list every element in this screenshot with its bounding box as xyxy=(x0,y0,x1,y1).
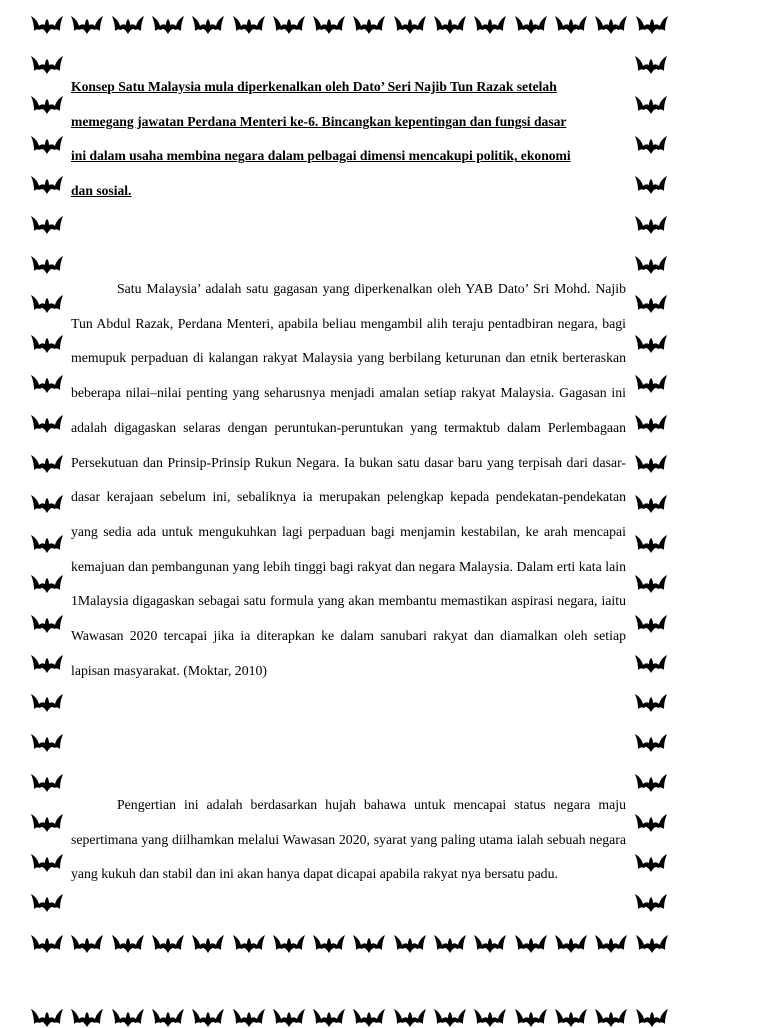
bat-icon xyxy=(514,13,548,35)
bat-icon xyxy=(554,932,588,954)
bat-icon xyxy=(151,932,185,954)
bat-icon xyxy=(30,292,64,314)
bat-icon xyxy=(30,133,64,155)
bat-icon xyxy=(30,173,64,195)
bat-icon xyxy=(393,13,427,35)
bat-icon xyxy=(514,932,548,954)
bat-icon xyxy=(111,13,145,35)
bat-icon xyxy=(151,13,185,35)
bat-icon xyxy=(70,1006,104,1028)
paragraph-1-text: Satu Malaysia’ adalah satu gagasan yang diperkenalkan oleh YAB Dato’ Sri Mohd. Najib Tun Abdul Razak, Perdana Menteri, apabila beliau mengambil alih teraju pentadbiran negara, bagi memupuk perpaduan di kalangan rakyat Malaysia yang berbilang keturunan dan etnik berteraskan beberapa nilai–nilai penting yang seharusnya menjadi amalan setiap rakyat Malaysia. Gagasan ini adalah digagaskan selaras dengan peruntukan-peruntukan yang termaktub dalam Perlembagaan Persekutuan dan Prinsip-Prinsip Rukun Negara. Ia bukan satu dasar baru yang terpisah dari dasar-dasar kerajaan sebelum ini, sebaliknya ia merupakan pelengkap kepada pendekatan-pendekatan yang sedia ada untuk mengukuhkan lagi perpaduan bagi menjamin kestabilan, ke arah mencapai kemajuan dan pembangunan yang lebih tinggi bagi rakyat dan negara Malaysia. Dalam erti kata lain 1Malaysia digagaskan sebagai satu formula yang akan membantu memastikan aspirasi negara, iaitu Wawasan 2020 tercapai jika ia diterapkan ke dalam sanubari rakyat dan diamalkan oleh setiap lapisan masyarakat. (Moktar, 2010) xyxy=(71,281,626,678)
bat-icon xyxy=(111,932,145,954)
bat-icon xyxy=(30,612,64,634)
bat-icon xyxy=(634,731,668,753)
bat-icon xyxy=(634,851,668,873)
bat-icon xyxy=(312,932,346,954)
bat-icon xyxy=(473,932,507,954)
bat-icon xyxy=(634,452,668,474)
bat-icon xyxy=(30,932,64,954)
bat-icon xyxy=(30,372,64,394)
bat-icon xyxy=(634,213,668,235)
bat-icon xyxy=(634,532,668,554)
bat-icon xyxy=(272,932,306,954)
bat-icon xyxy=(30,811,64,833)
bat-icon xyxy=(554,13,588,35)
bat-icon xyxy=(634,253,668,275)
essay-question xyxy=(71,70,626,209)
bat-icon xyxy=(30,253,64,275)
bat-icon xyxy=(352,932,386,954)
bat-icon xyxy=(312,1006,346,1028)
bat-icon xyxy=(191,13,225,35)
bat-icon xyxy=(634,811,668,833)
bat-icon xyxy=(634,652,668,674)
bat-icon xyxy=(30,652,64,674)
bat-icon xyxy=(30,412,64,434)
bat-icon xyxy=(634,891,668,913)
bat-icon xyxy=(473,13,507,35)
question-line: memegang jawatan Perdana Menteri ke-6. Bincangkan kepentingan dan fungsi dasar xyxy=(71,113,567,129)
bat-icon xyxy=(514,1006,548,1028)
bat-icon xyxy=(635,932,669,954)
bat-icon xyxy=(634,53,668,75)
bat-icon xyxy=(393,932,427,954)
bat-icon xyxy=(30,13,64,35)
bat-icon xyxy=(473,1006,507,1028)
paragraph-2 xyxy=(71,788,626,892)
bat-icon xyxy=(30,691,64,713)
bat-icon xyxy=(634,332,668,354)
bat-icon xyxy=(30,213,64,235)
bat-icon xyxy=(151,1006,185,1028)
bat-icon xyxy=(111,1006,145,1028)
bat-icon xyxy=(30,532,64,554)
bat-icon xyxy=(30,572,64,594)
bat-icon xyxy=(393,1006,427,1028)
bat-icon xyxy=(30,53,64,75)
bat-icon xyxy=(30,851,64,873)
bat-icon xyxy=(634,612,668,634)
bat-icon xyxy=(232,13,266,35)
bat-icon xyxy=(30,452,64,474)
bat-icon xyxy=(433,13,467,35)
bat-icon xyxy=(30,891,64,913)
bat-icon xyxy=(634,771,668,793)
bat-icon xyxy=(635,1006,669,1028)
bat-icon xyxy=(594,13,628,35)
bat-icon xyxy=(433,932,467,954)
paragraph-2-text: Pengertian ini adalah berdasarkan hujah bahawa untuk mencapai status negara maju sepertimana yang diilhamkan melalui Wawasan 2020, syarat yang paling utama ialah sebuah negara yang kukuh dan stabil dan ini akan hanya dapat dicapai apabila rakyat nya bersatu padu. xyxy=(71,797,626,882)
bat-icon xyxy=(433,1006,467,1028)
bat-icon xyxy=(594,1006,628,1028)
bat-icon xyxy=(352,13,386,35)
bat-icon xyxy=(30,492,64,514)
bat-icon xyxy=(634,173,668,195)
bat-icon xyxy=(232,1006,266,1028)
bat-icon xyxy=(635,13,669,35)
bat-icon xyxy=(70,13,104,35)
bat-icon xyxy=(30,771,64,793)
bat-icon xyxy=(312,13,346,35)
bat-icon xyxy=(634,372,668,394)
bat-icon xyxy=(352,1006,386,1028)
bat-icon xyxy=(191,1006,225,1028)
bat-icon xyxy=(30,332,64,354)
bat-icon xyxy=(272,1006,306,1028)
bat-icon xyxy=(70,932,104,954)
bat-icon xyxy=(554,1006,588,1028)
bat-icon xyxy=(191,932,225,954)
bat-icon xyxy=(30,93,64,115)
bat-icon xyxy=(634,93,668,115)
bat-icon xyxy=(634,133,668,155)
bat-icon xyxy=(634,691,668,713)
bat-icon xyxy=(634,572,668,594)
question-line: Konsep Satu Malaysia mula diperkenalkan oleh Dato’ Seri Najib Tun Razak setelah xyxy=(71,79,557,94)
bat-icon xyxy=(30,1006,64,1028)
bat-icon xyxy=(30,731,64,753)
question-line: dan sosial. xyxy=(71,183,132,199)
paragraph-1 xyxy=(71,272,626,688)
question-line: ini dalam usaha membina negara dalam pelbagai dimensi mencakupi politik, ekonomi xyxy=(71,148,571,164)
bat-icon xyxy=(594,932,628,954)
bat-icon xyxy=(634,412,668,434)
bat-icon xyxy=(634,292,668,314)
bat-icon xyxy=(272,13,306,35)
bat-icon xyxy=(232,932,266,954)
bat-icon xyxy=(634,492,668,514)
